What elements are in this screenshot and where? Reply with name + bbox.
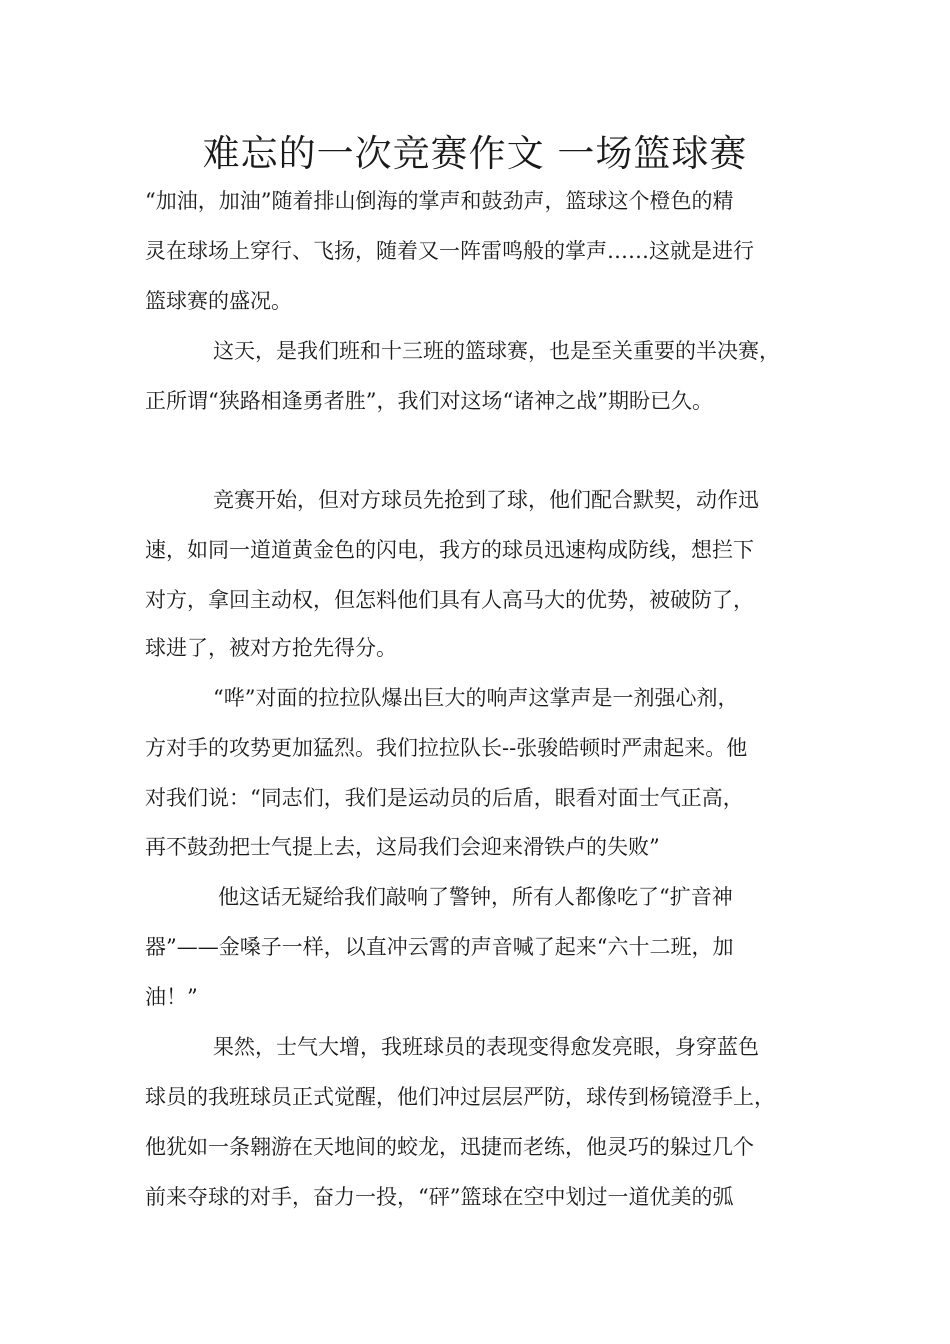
text-line: 这天，是我们班和十三班的篮球赛，也是至关重要的半决赛， [213,339,780,363]
text-line: 球进了，被对方抢先得分。 [145,636,397,660]
text-line: 再不鼓劲把士气提上去，这局我们会迎来滑铁卢的失败” [145,835,660,859]
text-line: “加油，加油”随着排山倒海的掌声和鼓劲声，篮球这个橙色的精 [145,189,734,213]
text-line: 速，如同一道道黄金色的闪电，我方的球员迅速构成防线，想拦下 [145,538,754,562]
text-line: 篮球赛的盛况。 [145,289,292,313]
text-line: 他犹如一条翱游在天地间的蛟龙，迅捷而老练，他灵巧的躲过几个 [145,1135,754,1159]
text-line: 球员的我班球员正式觉醒，他们冲过层层严防，球传到杨镜澄手上， [145,1085,775,1109]
text-line: 对方，拿回主动权，但怎料他们具有人高马大的优势，被破防了， [145,588,754,612]
text-line: 灵在球场上穿行、飞扬，随着又一阵雷鸣般的掌声……这就是进行 [145,239,754,263]
essay-title: 难忘的一次竞赛作文 一场篮球赛 [202,132,748,175]
text-line: 果然，士气大增，我班球员的表现变得愈发亮眼，身穿蓝色 [213,1035,759,1059]
text-line: 正所谓“狭路相逢勇者胜”，我们对这场“诸神之战”期盼已久。 [145,389,713,413]
text-line: 对我们说：“同志们，我们是运动员的后盾，眼看对面士气正高， [145,786,744,810]
text-line: 竞赛开始，但对方球员先抢到了球，他们配合默契，动作迅 [213,488,759,512]
text-line: “哗”对面的拉拉队爆出巨大的响声这掌声是一剂强心剂， [213,686,739,710]
text-line: 器”——金嗓子一样，以直冲云霄的声音喊了起来“六十二班，加 [145,935,734,959]
text-line: 油！” [145,985,198,1009]
text-line: 他这话无疑给我们敲响了警钟，所有人都像吃了“扩音神 [218,885,733,909]
text-line: 前来夺球的对手，奋力一投，“砰”篮球在空中划过一道优美的弧 [145,1185,734,1209]
text-line: 方对手的攻势更加猛烈。我们拉拉队长--张骏皓顿时严肃起来。他 [145,736,748,760]
